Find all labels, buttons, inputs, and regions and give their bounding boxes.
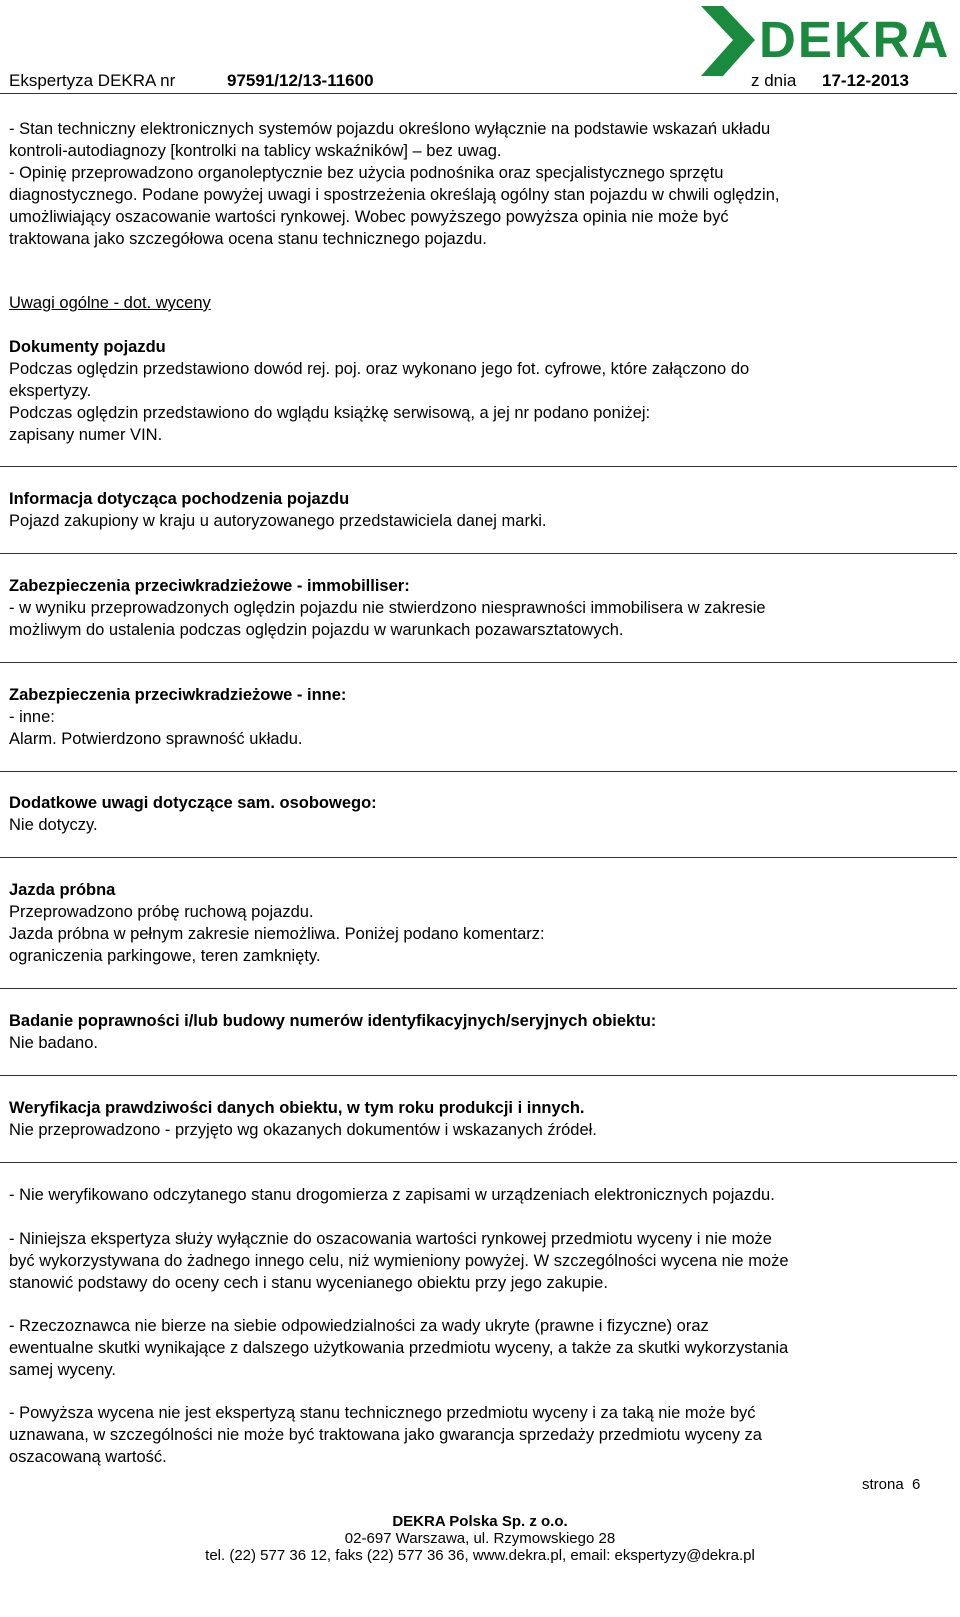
page-value: 6 [912, 1476, 921, 1493]
footer-address: 02-697 Warszawa, ul. Rzymowskiego 28 [344, 1530, 616, 1547]
section-title-immobiliser: Zabezpieczenia przeciwkradzieżowe - immobilliser: [9, 577, 410, 595]
section-divider [0, 553, 957, 554]
note-line: samej wyceny. [9, 1361, 116, 1379]
immobiliser-line: możliwym do ustalenia podczas oględzin pojazdu w warunkach pozawarsztatowych. [9, 621, 624, 639]
dekra-logo-mark-icon [697, 4, 759, 80]
intro-line: traktowana jako szczegółowa ocena stanu technicznego pojazdu. [9, 230, 487, 248]
section-title-other-security: Zabezpieczenia przeciwkradzieżowe - inne: [9, 686, 347, 704]
note-line: ewentualne skutki wynikające z dalszego użytkowania przedmiotu wyceny, a także za skutki wykorzystania [9, 1339, 789, 1357]
other-security-line: Alarm. Potwierdzono sprawność układu. [9, 730, 303, 748]
footer-company: DEKRA Polska Sp. z o.o. [392, 1513, 568, 1530]
documents-line: zapisany numer VIN. [9, 426, 163, 444]
section-divider [0, 1162, 957, 1163]
section-title-id-numbers: Badanie poprawności i/lub budowy numerów identyfikacyjnych/seryjnych obiektu: [9, 1012, 657, 1030]
other-security-line: - inne: [9, 708, 55, 726]
section-divider [0, 1075, 957, 1076]
section-divider [0, 988, 957, 989]
section-divider [0, 662, 957, 663]
intro-line: umożliwiający oszacowanie wartości rynkowej. Wobec powyższego powyższa opinia nie może być [9, 208, 729, 226]
footer-contact: tel. (22) 577 36 12, faks (22) 577 36 36, www.dekra.pl, email: ekspertyzy@dekra.pl [205, 1547, 755, 1564]
immobiliser-line: - w wyniku przeprowadzonych oględzin pojazdu nie stwierdzono niesprawności immobilisera w zakresie [9, 599, 766, 617]
note-line: stanowić podstawy do oceny cech i stanu wycenianego obiektu przy jego zakupie. [9, 1274, 608, 1292]
note-line: oszacowaną wartość. [9, 1448, 167, 1466]
test-drive-line: Jazda próbna w pełnym zakresie niemożliwa. Poniżej podano komentarz: [9, 925, 545, 943]
section-title-verification: Weryfikacja prawdziwości danych obiektu, w tym roku produkcji i innych. [9, 1099, 585, 1117]
note-line: - Rzeczoznawca nie bierze na siebie odpowiedzialności za wady ukryte (prawne i fizyczne) oraz [9, 1317, 709, 1335]
header-divider [0, 93, 957, 94]
section-divider [0, 771, 957, 772]
id-numbers-line: Nie badano. [9, 1034, 98, 1052]
date-prefix: z dnia [751, 71, 797, 90]
section-title-origin: Informacja dotycząca pochodzenia pojazdu [9, 490, 350, 508]
documents-line: ekspertyzy. [9, 382, 92, 400]
note-line: - Nie weryfikowano odczytanego stanu drogomierza z zapisami w urządzeniach elektronicznych pojazdu. [9, 1186, 775, 1204]
general-remarks-title: Uwagi ogólne - dot. wyceny [9, 294, 211, 312]
intro-line: diagnostycznego. Podane powyżej uwagi i spostrzeżenia określają ogólny stan pojazdu w chwili oględzin, [9, 186, 780, 204]
note-line: być wykorzystywana do żadnego innego celu, niż wymieniony powyżej. W szczególności wycena nie może [9, 1252, 789, 1270]
document-title-prefix: Ekspertyza DEKRA nr [9, 71, 176, 90]
origin-line: Pojazd zakupiony w kraju u autoryzowanego przedstawiciela danej marki. [9, 512, 547, 530]
page-number [862, 1476, 920, 1494]
intro-line: - Opinię przeprowadzono organoleptycznie bez użycia podnośnika oraz specjalistycznego sprzętu [9, 164, 724, 182]
test-drive-line: ograniczenia parkingowe, teren zamknięty. [9, 947, 321, 965]
note-line: uznawana, w szczególności nie może być traktowana jako gwarancja sprzedaży przedmiotu wyceny za [9, 1426, 762, 1444]
dekra-logo-text: DEKRA [759, 11, 951, 68]
page-label: strona [862, 1476, 904, 1493]
documents-line: Podczas oględzin przedstawiono do wglądu książkę serwisową, a jej nr podano poniżej: [9, 404, 651, 422]
section-title-documents: Dokumenty pojazdu [9, 338, 166, 356]
test-drive-line: Przeprowadzono próbę ruchową pojazdu. [9, 903, 314, 921]
note-line: - Niniejsza ekspertyza służy wyłącznie do oszacowania wartości rynkowej przedmiotu wyceny i nie może [9, 1230, 772, 1248]
document-date: 17-12-2013 [822, 71, 909, 90]
section-title-test-drive: Jazda próbna [9, 881, 116, 899]
verification-line: Nie przeprowadzono - przyjęto wg okazanych dokumentów i wskazanych źródeł. [9, 1121, 597, 1139]
dekra-logo [697, 4, 957, 80]
section-divider [0, 857, 957, 858]
intro-line: kontroli-autodiagnozy [kontrolki na tablicy wskaźników] – bez uwag. [9, 142, 502, 160]
intro-line: - Stan techniczny elektronicznych systemów pojazdu określono wyłącznie na podstawie wskazań układu [9, 120, 771, 138]
section-title-extra-remarks: Dodatkowe uwagi dotyczące sam. osobowego: [9, 794, 377, 812]
section-divider [0, 466, 957, 467]
documents-line: Podczas oględzin przedstawiono dowód rej. poj. oraz wykonano jego fot. cyfrowe, które załączono do [9, 360, 750, 378]
document-number: 97591/12/13-11600 [227, 71, 374, 90]
extra-remarks-line: Nie dotyczy. [9, 816, 98, 834]
note-line: - Powyższa wycena nie jest ekspertyzą stanu technicznego przedmiotu wyceny i za taką nie może być [9, 1404, 756, 1422]
